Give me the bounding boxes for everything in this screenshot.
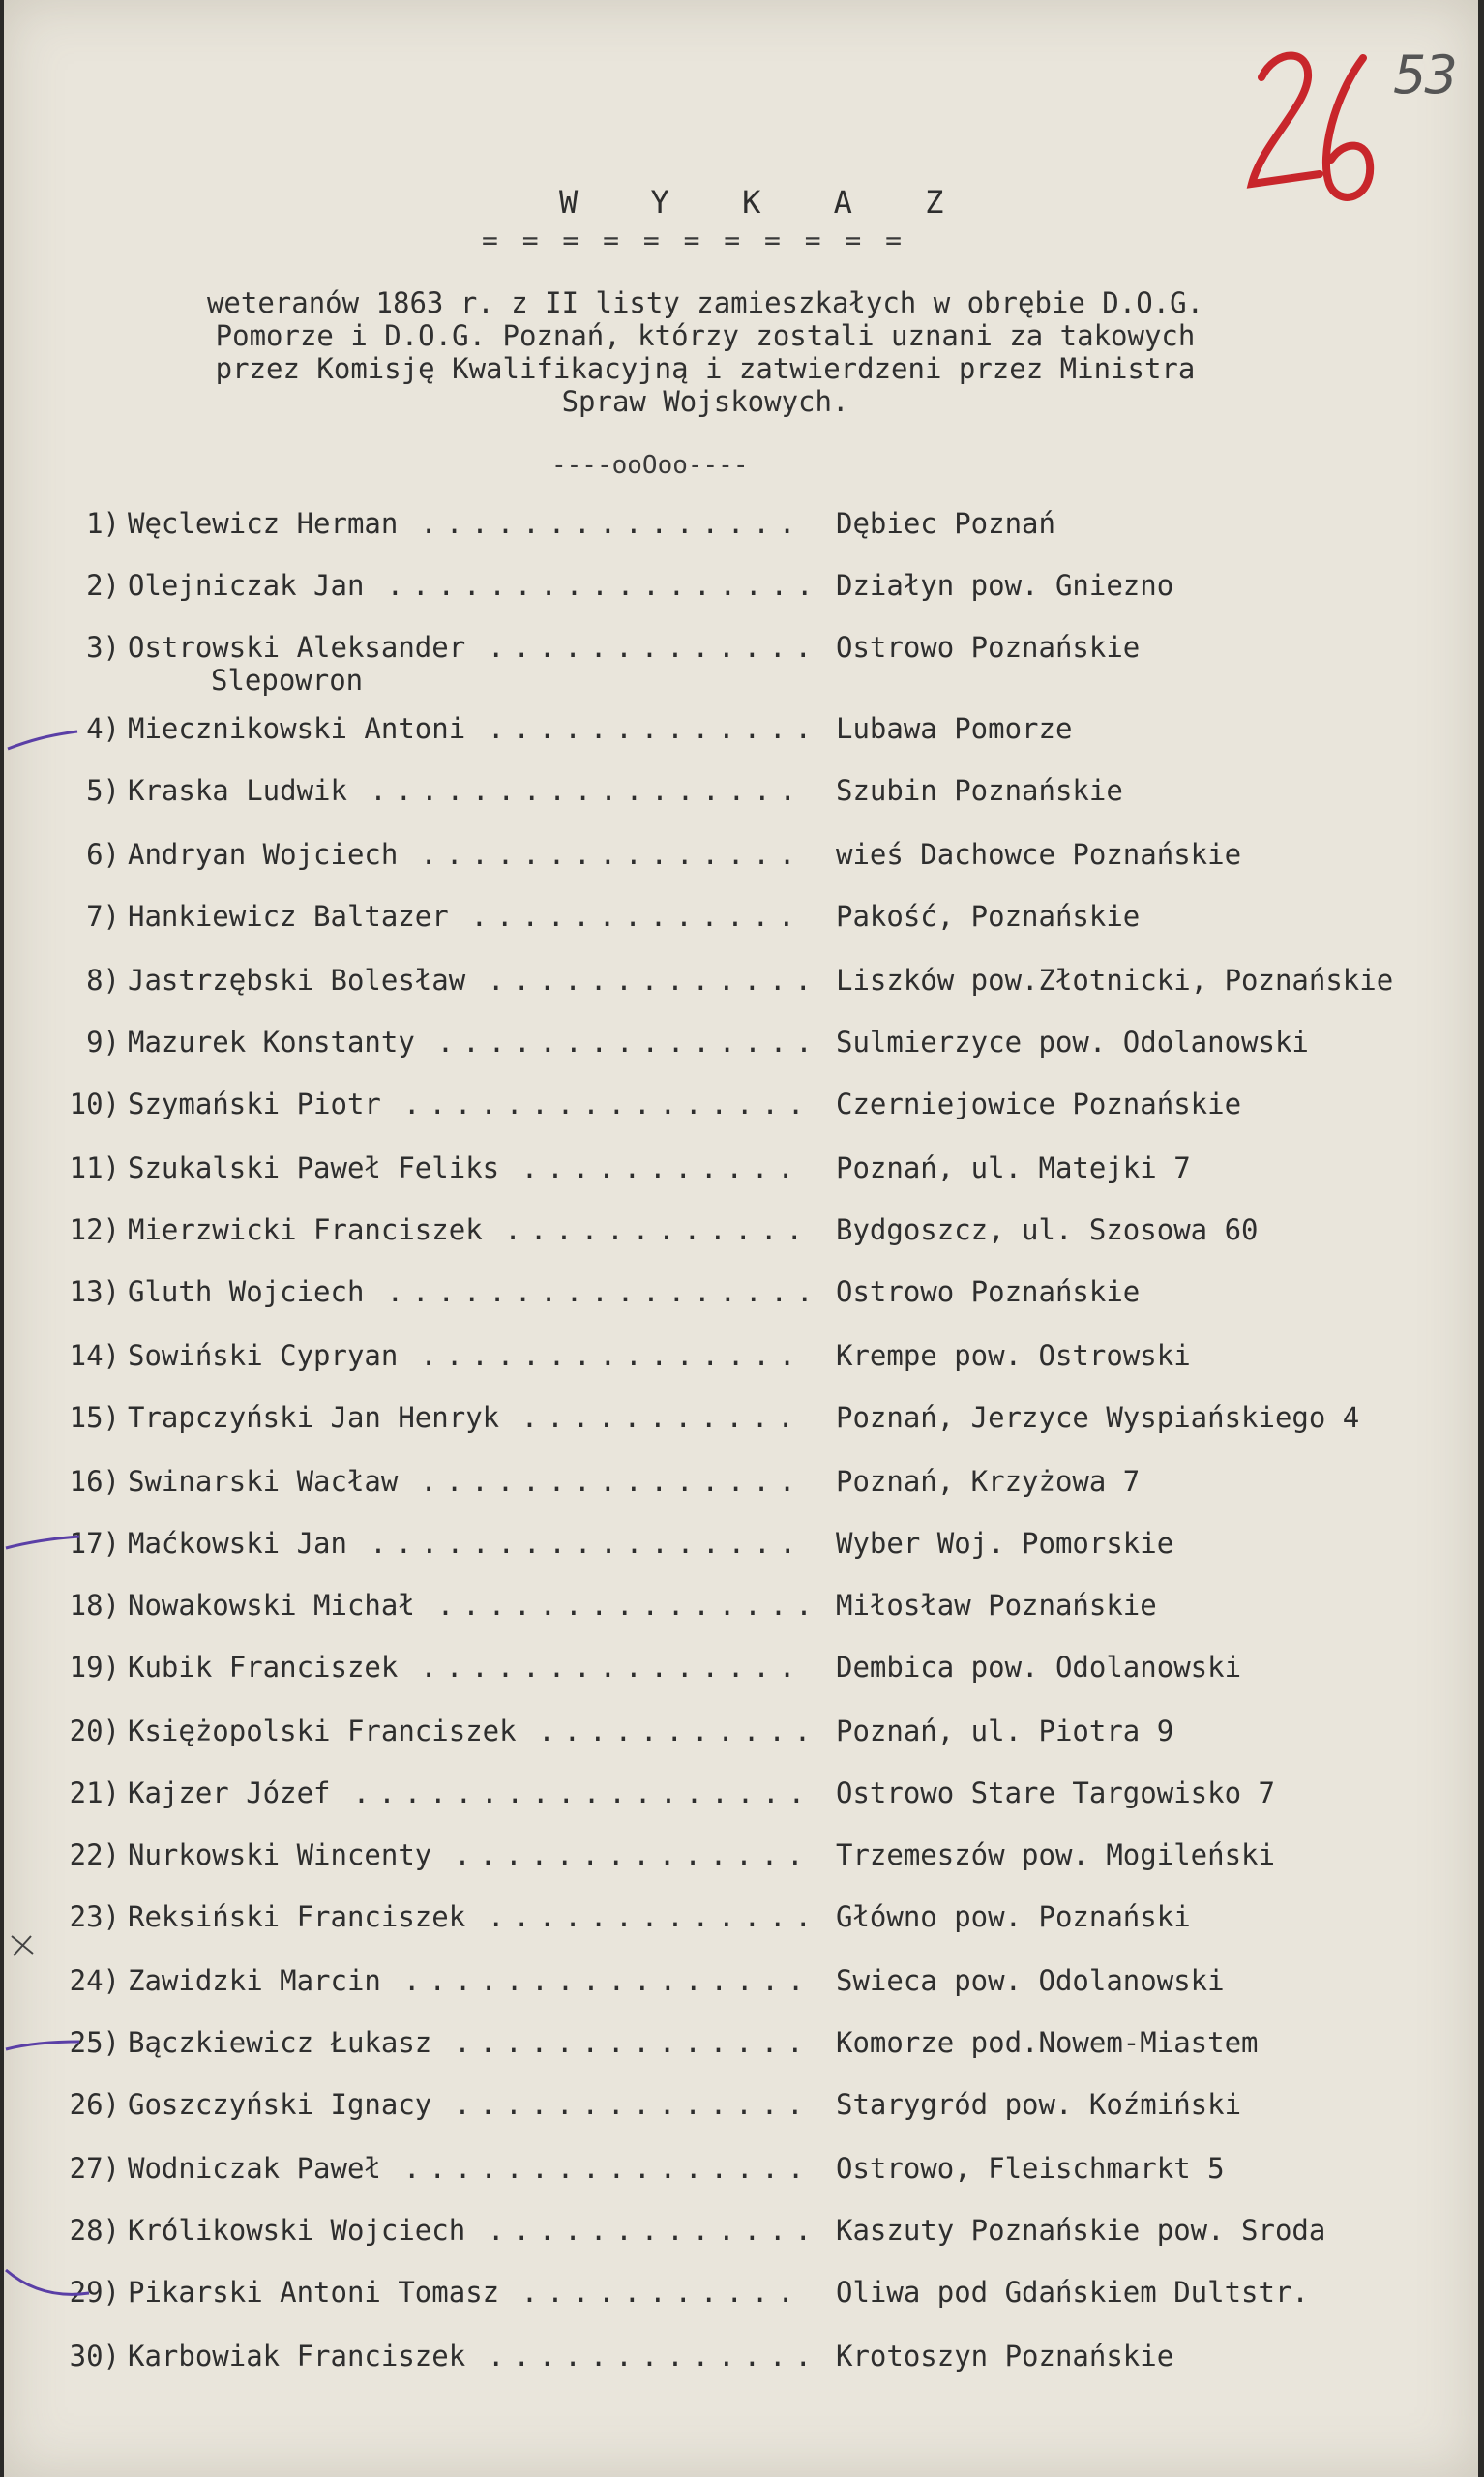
- veteran-name: Reksiński Franciszek: [128, 1900, 466, 1933]
- leader-dots: .............: [488, 1900, 820, 1933]
- entry-number: 16): [69, 1465, 120, 1498]
- cross-mark: [8, 1930, 37, 1959]
- veteran-name: Mazurek Konstanty: [128, 1026, 415, 1059]
- list-item: [4, 1465, 1478, 1504]
- entry-number: 2): [86, 569, 120, 602]
- leader-dots: ..............: [454, 1838, 813, 1871]
- document-header: [149, 286, 1261, 418]
- entry-number: 14): [69, 1339, 120, 1372]
- veteran-name: Królikowski Wojciech: [128, 2214, 466, 2247]
- veteran-name: Kubik Franciszek: [128, 1651, 399, 1684]
- residence: Dembica pow. Odolanowski: [836, 1651, 1242, 1684]
- list-item: [4, 2088, 1478, 2127]
- entry-number: 6): [86, 838, 120, 871]
- residence: Swieca pow. Odolanowski: [836, 1964, 1225, 1997]
- residence: Sulmierzyce pow. Odolanowski: [836, 1026, 1309, 1059]
- list-item: [4, 1964, 1478, 2003]
- list-item: [4, 1589, 1478, 1627]
- residence: Szubin Poznańskie: [836, 774, 1123, 807]
- entry-number: 19): [69, 1651, 120, 1684]
- veteran-name: Maćkowski Jan: [128, 1527, 347, 1560]
- list-item: [4, 1088, 1478, 1126]
- entry-number: 24): [69, 1964, 120, 1997]
- veteran-name: Zawidzki Marcin: [128, 1964, 381, 1997]
- residence: Poznań, Jerzyce Wyspiańskiego 4: [836, 1401, 1360, 1434]
- entry-number: 9): [86, 1026, 120, 1059]
- list-item: [4, 1715, 1478, 1753]
- residence: Kaszuty Poznańskie pow. Sroda: [836, 2214, 1326, 2247]
- leader-dots: ...........: [520, 1401, 803, 1434]
- leader-dots: .............: [488, 2214, 820, 2247]
- leader-dots: ..............: [454, 2088, 813, 2121]
- entry-number: 5): [86, 774, 120, 807]
- entry-number: 26): [69, 2088, 120, 2121]
- veteran-name: Andryan Wojciech: [128, 838, 399, 871]
- leader-dots: ...............: [436, 1026, 821, 1059]
- entry-number: 7): [86, 900, 120, 933]
- entry-number: 21): [69, 1776, 120, 1809]
- residence: Ostrowo Stare Targowisko 7: [836, 1776, 1275, 1809]
- list-item: [4, 712, 1478, 751]
- entry-number: 25): [69, 2026, 120, 2059]
- leader-dots: ................: [403, 1964, 814, 1997]
- residence: Pakość, Poznańskie: [836, 900, 1141, 933]
- veteran-name: Hankiewicz Baltazer: [128, 900, 449, 933]
- leader-dots: ............: [504, 1213, 812, 1246]
- header-line: Pomorze i D.O.G. Poznań, którzy zostali uznani za takowych: [215, 319, 1196, 352]
- entry-number: 27): [69, 2152, 120, 2185]
- header-line: przez Komisję Kwalifikacyjną i zatwierdzeni przez Ministra: [215, 352, 1196, 385]
- list-item: [4, 1213, 1478, 1252]
- leader-dots: .................: [370, 774, 805, 807]
- leader-dots: .............: [488, 712, 820, 745]
- veteran-name: Węclewicz Herman: [128, 507, 399, 540]
- residence: Wyber Woj. Pomorskie: [836, 1527, 1174, 1560]
- leader-dots: ...............: [420, 838, 805, 871]
- residence: Ostrowo Poznańskie: [836, 631, 1141, 664]
- veteran-name: Wodniczak Paweł: [128, 2152, 381, 2185]
- residence: Poznań, ul. Matejki 7: [836, 1151, 1191, 1184]
- leader-dots: ...............: [420, 507, 805, 540]
- leader-dots: ...........: [538, 1715, 820, 1747]
- list-item: [4, 964, 1478, 1002]
- leader-dots: ................: [403, 2152, 814, 2185]
- residence: Krempe pow. Ostrowski: [836, 1339, 1191, 1372]
- pencil-mark: [4, 2264, 91, 2303]
- residence: Ostrowo Poznańskie: [836, 1275, 1141, 1308]
- residence: Komorze pod.Nowem-Miastem: [836, 2026, 1259, 2059]
- veteran-name: Sowiński Cypryan: [128, 1339, 399, 1372]
- list-item: [4, 1651, 1478, 1689]
- residence: Oliwa pod Gdańskiem Dultstr.: [836, 2276, 1309, 2309]
- veteran-name: Kraska Ludwik: [128, 774, 347, 807]
- residence: Miłosław Poznańskie: [836, 1589, 1157, 1622]
- residence: Dębiec Poznań: [836, 507, 1055, 540]
- list-item: [4, 1527, 1478, 1566]
- entry-number: 30): [69, 2340, 120, 2373]
- list-item: [4, 1776, 1478, 1815]
- entry-number: 4): [86, 712, 120, 745]
- veteran-name: Miecznikowski Antoni: [128, 712, 466, 745]
- leader-dots: ...........: [520, 1151, 803, 1184]
- entry-number: 13): [69, 1275, 120, 1308]
- leader-dots: .............: [488, 631, 820, 664]
- leader-dots: ................: [403, 1088, 814, 1120]
- list-item: [4, 1275, 1478, 1314]
- list-item: [4, 2026, 1478, 2065]
- entry-number: 29): [69, 2276, 120, 2309]
- entry-number: 11): [69, 1151, 120, 1184]
- leader-dots: ..............: [454, 2026, 813, 2059]
- veteran-name: Bączkiewicz Łukasz: [128, 2026, 432, 2059]
- residence: Główno pow. Poznański: [836, 1900, 1191, 1933]
- pencil-mark: [4, 2022, 81, 2061]
- list-item: [4, 1401, 1478, 1440]
- entry-number: 3): [86, 631, 120, 664]
- residence: Poznań, ul. Piotra 9: [836, 1715, 1174, 1747]
- leader-dots: ...............: [420, 1465, 805, 1498]
- entry-number: 23): [69, 1900, 120, 1933]
- entry-number: 10): [69, 1088, 120, 1120]
- title-underline: = = = = = = = = = = =: [482, 224, 906, 256]
- veteran-name: Nurkowski Wincenty: [128, 1838, 432, 1871]
- leader-dots: .............: [488, 2340, 820, 2373]
- entry-number: 12): [69, 1213, 120, 1246]
- veteran-name: Trapczyński Jan Henryk: [128, 1401, 500, 1434]
- list-item: [4, 900, 1478, 939]
- veteran-name: Karbowiak Franciszek: [128, 2340, 466, 2373]
- residence: Czerniejowice Poznańskie: [836, 1088, 1242, 1120]
- residence: Trzemeszów pow. Mogileński: [836, 1838, 1275, 1871]
- residence: Lubawa Pomorze: [836, 712, 1073, 745]
- residence: Ostrowo, Fleischmarkt 5: [836, 2152, 1225, 2185]
- list-item: [4, 1151, 1478, 1190]
- veteran-name: Nowakowski Michał: [128, 1589, 415, 1622]
- list-item: [4, 2276, 1478, 2314]
- entry-number: 28): [69, 2214, 120, 2247]
- leader-dots: .............: [470, 900, 804, 933]
- residence: Poznań, Krzyżowa 7: [836, 1465, 1141, 1498]
- leader-dots: .................: [386, 569, 822, 602]
- list-item: [4, 2340, 1478, 2378]
- veteran-name: Kajzer Józef: [128, 1776, 331, 1809]
- list-item: [4, 1900, 1478, 1939]
- list-item: [4, 838, 1478, 877]
- list-item: [4, 631, 1478, 697]
- separator: ----ooOoo----: [551, 451, 749, 480]
- residence: Działyn pow. Gniezno: [836, 569, 1174, 602]
- veteran-name: Swinarski Wacław: [128, 1465, 399, 1498]
- leader-dots: ...............: [436, 1589, 821, 1622]
- leader-dots: ...............: [420, 1339, 805, 1372]
- leader-dots: ...........: [520, 2276, 803, 2309]
- veteran-name-continued: Slepowron: [211, 664, 364, 697]
- veteran-name: Goszczyński Ignacy: [128, 2088, 432, 2121]
- list-item: [4, 1838, 1478, 1877]
- entry-number: 17): [69, 1527, 120, 1560]
- veteran-name: Gluth Wojciech: [128, 1275, 365, 1308]
- entry-number: 15): [69, 1401, 120, 1434]
- veteran-name: Mierzwicki Franciszek: [128, 1213, 483, 1246]
- list-item: [4, 507, 1478, 546]
- veteran-name: Olejniczak Jan: [128, 569, 365, 602]
- leader-dots: .................: [386, 1275, 822, 1308]
- leader-dots: .................: [370, 1527, 805, 1560]
- veteran-name: Jastrzębski Bolesław: [128, 964, 466, 997]
- list-item: [4, 774, 1478, 813]
- entry-number: 18): [69, 1589, 120, 1622]
- residence: Bydgoszcz, ul. Szosowa 60: [836, 1213, 1259, 1246]
- header-line: weteranów 1863 r. z II listy zamieszkałych w obrębie D.O.G.: [206, 286, 1204, 319]
- entry-number: 8): [86, 964, 120, 997]
- list-item: [4, 569, 1478, 608]
- page-number: 53: [1393, 45, 1456, 105]
- residence: Liszków pow.Złotnicki, Poznańskie: [836, 964, 1394, 997]
- document-title: W Y K A Z: [559, 184, 971, 221]
- leader-dots: ..................: [352, 1776, 815, 1809]
- veteran-name: Ostrowski Aleksander: [128, 631, 466, 664]
- entry-number: 22): [69, 1838, 120, 1871]
- veteran-name: Księżopolski Franciszek: [128, 1715, 517, 1747]
- archive-number-stamp: [1242, 39, 1387, 213]
- list-item: [4, 1339, 1478, 1378]
- residence: Starygród pow. Koźmiński: [836, 2088, 1242, 2121]
- pencil-mark: [4, 1519, 81, 1558]
- header-line: Spraw Wojskowych.: [561, 385, 849, 418]
- pencil-mark: [4, 716, 81, 755]
- veteran-name: Pikarski Antoni Tomasz: [128, 2276, 500, 2309]
- document-page: [4, 0, 1478, 2477]
- entry-number: 1): [86, 507, 120, 540]
- list-item: [4, 2152, 1478, 2191]
- list-item: [4, 2214, 1478, 2253]
- veteran-name: Szukalski Paweł Feliks: [128, 1151, 500, 1184]
- veteran-name: Szymański Piotr: [128, 1088, 381, 1120]
- leader-dots: ...............: [420, 1651, 805, 1684]
- entry-number: 20): [69, 1715, 120, 1747]
- leader-dots: .............: [488, 964, 820, 997]
- residence: wieś Dachowce Poznańskie: [836, 838, 1242, 871]
- residence: Krotoszyn Poznańskie: [836, 2340, 1174, 2373]
- list-item: [4, 1026, 1478, 1064]
